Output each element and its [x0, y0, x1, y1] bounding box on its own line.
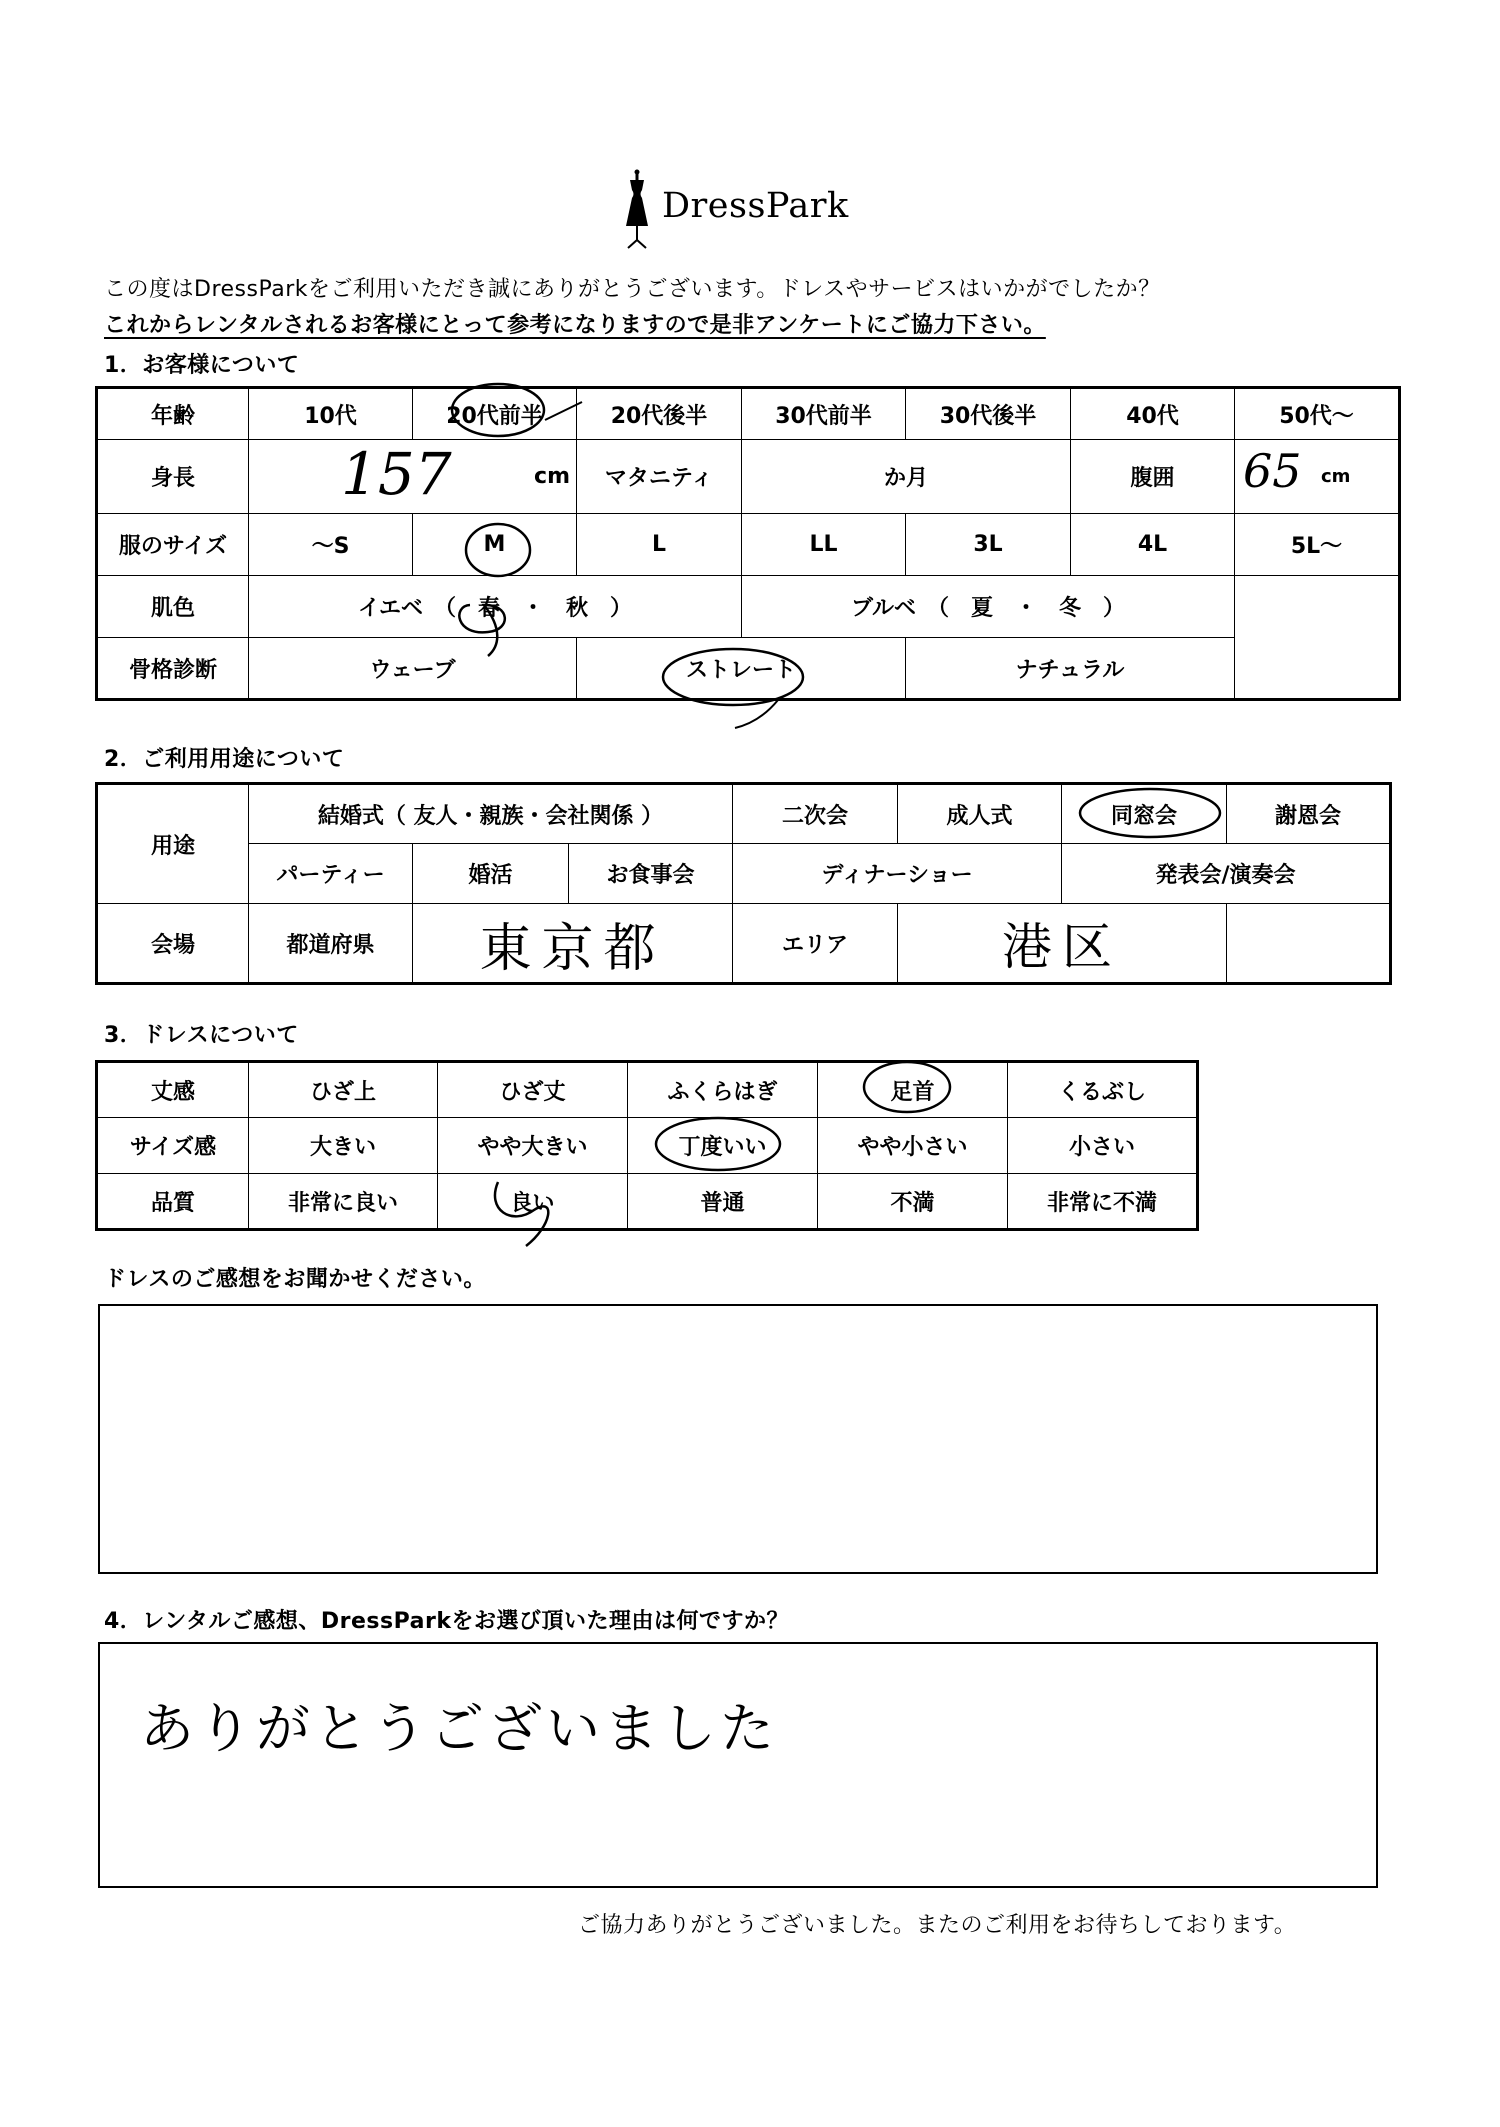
- purpose-option[interactable]: 結婚式（ 友人・親族・会社関係 ）: [249, 784, 733, 844]
- quality-option[interactable]: 非常に良い: [249, 1174, 438, 1230]
- area-label: エリア: [733, 904, 898, 984]
- age-option[interactable]: 30代後半: [906, 388, 1071, 440]
- section-3-title: 3．ドレスについて: [104, 1023, 299, 1048]
- venue-label: 会場: [97, 904, 249, 984]
- maternity-months-field[interactable]: か月: [742, 440, 1071, 514]
- age-option[interactable]: 20代後半: [577, 388, 742, 440]
- section-4-title: 4．レンタルご感想、DressParkをお選び頂いた理由は何ですか？: [104, 1609, 789, 1634]
- circle-purpose-mark: [1080, 789, 1220, 837]
- size-option[interactable]: ～S: [249, 514, 413, 576]
- age-option[interactable]: 30代前半: [742, 388, 906, 440]
- belly-value: 65: [1243, 444, 1302, 498]
- body-type-label: 骨格診断: [97, 638, 249, 700]
- purpose-label: 用途: [97, 784, 249, 904]
- length-option[interactable]: ひざ上: [249, 1062, 438, 1118]
- section-1-title: 1．お客様について: [104, 353, 300, 378]
- purpose-option[interactable]: 発表会/演奏会: [1062, 844, 1391, 904]
- fit-option[interactable]: やや大きい: [438, 1118, 628, 1174]
- purpose-option[interactable]: 婚活: [413, 844, 569, 904]
- circle-body-type-mark: [663, 649, 803, 705]
- fit-option[interactable]: 大きい: [249, 1118, 438, 1174]
- skin-blue-option[interactable]: ブルベ （ 夏 ・ 冬 ）: [742, 576, 1235, 638]
- brand-name: DressPark: [662, 186, 849, 226]
- age-label: 年齢: [97, 388, 249, 440]
- fit-label: サイズ感: [97, 1118, 249, 1174]
- body-type-option[interactable]: ウェーブ: [249, 638, 577, 700]
- age-option[interactable]: 10代: [249, 388, 413, 440]
- quality-option-selected[interactable]: 良い: [438, 1174, 628, 1230]
- fit-option-selected[interactable]: 丁度いい: [628, 1118, 818, 1174]
- size-label: 服のサイズ: [97, 514, 249, 576]
- length-option[interactable]: ふくらはぎ: [628, 1062, 818, 1118]
- dress-comment-prompt: ドレスのご感想をお聞かせください。: [104, 1267, 486, 1292]
- length-option[interactable]: ひざ丈: [438, 1062, 628, 1118]
- closing-message: ご協力ありがとうございました。またのご利用をお待ちしております。: [578, 1913, 1297, 1938]
- size-option[interactable]: L: [577, 514, 742, 576]
- length-option[interactable]: くるぶし: [1008, 1062, 1198, 1118]
- size-option[interactable]: 4L: [1071, 514, 1235, 576]
- circle-skin-mark: [459, 605, 504, 656]
- belly-label: 腹囲: [1071, 440, 1235, 514]
- body-type-option-selected[interactable]: ストレート: [577, 638, 906, 700]
- purpose-option[interactable]: 二次会: [733, 784, 898, 844]
- size-option-selected[interactable]: M: [413, 514, 577, 576]
- quality-option[interactable]: 不満: [818, 1174, 1008, 1230]
- quality-option[interactable]: 普通: [628, 1174, 818, 1230]
- circle-size-mark: [466, 524, 530, 576]
- height-value: 157: [341, 440, 452, 508]
- prefecture-label: 都道府県: [249, 904, 413, 984]
- intro-line-1: この度はDressParkをご利用いただき誠にありがとうございます。ドレスやサービスはいかがでしたか？: [104, 277, 1161, 302]
- circle-length-mark: [864, 1062, 950, 1112]
- circle-age-mark: [452, 384, 544, 436]
- purpose-option[interactable]: パーティー: [249, 844, 413, 904]
- purpose-option[interactable]: 謝恩会: [1227, 784, 1391, 844]
- age-option[interactable]: 40代: [1071, 388, 1235, 440]
- height-label: 身長: [97, 440, 249, 514]
- skin-yellow-option[interactable]: イエベ （ 春 ・ 秋 ）: [249, 576, 742, 638]
- size-option[interactable]: 5L～: [1235, 514, 1400, 576]
- age-option[interactable]: 50代～: [1235, 388, 1400, 440]
- section-2-title: 2．ご利用用途について: [104, 747, 345, 772]
- purpose-option[interactable]: お食事会: [569, 844, 733, 904]
- fit-option[interactable]: やや小さい: [818, 1118, 1008, 1174]
- quality-label: 品質: [97, 1174, 249, 1230]
- prefecture-field[interactable]: 東京都: [413, 904, 733, 984]
- height-unit: cm: [534, 464, 570, 489]
- reason-answer-text: ありがとうございました: [140, 1697, 778, 1760]
- maternity-label: マタニティ: [577, 440, 742, 514]
- age-mark-stroke: [545, 402, 582, 420]
- fit-option[interactable]: 小さい: [1008, 1118, 1198, 1174]
- circle-fit-mark: [656, 1118, 780, 1170]
- purpose-option-selected[interactable]: 同窓会: [1062, 784, 1227, 844]
- belly-unit: cm: [1321, 466, 1351, 487]
- intro-line-2: これからレンタルされるお客様にとって参考になりますので是非アンケートにご協力下さい。: [104, 313, 1046, 338]
- area-field[interactable]: 港区: [898, 904, 1227, 984]
- quality-option[interactable]: 非常に不満: [1008, 1174, 1198, 1230]
- body-type-option[interactable]: ナチュラル: [906, 638, 1235, 700]
- length-label: 丈感: [97, 1062, 249, 1118]
- purpose-option[interactable]: ディナーショー: [733, 844, 1062, 904]
- size-option[interactable]: LL: [742, 514, 906, 576]
- age-option-selected[interactable]: 20代前半: [413, 388, 577, 440]
- size-option[interactable]: 3L: [906, 514, 1071, 576]
- purpose-option[interactable]: 成人式: [898, 784, 1062, 844]
- skin-label: 肌色: [97, 576, 249, 638]
- length-option-selected[interactable]: 足首: [818, 1062, 1008, 1118]
- circle-quality-mark: [495, 1182, 548, 1246]
